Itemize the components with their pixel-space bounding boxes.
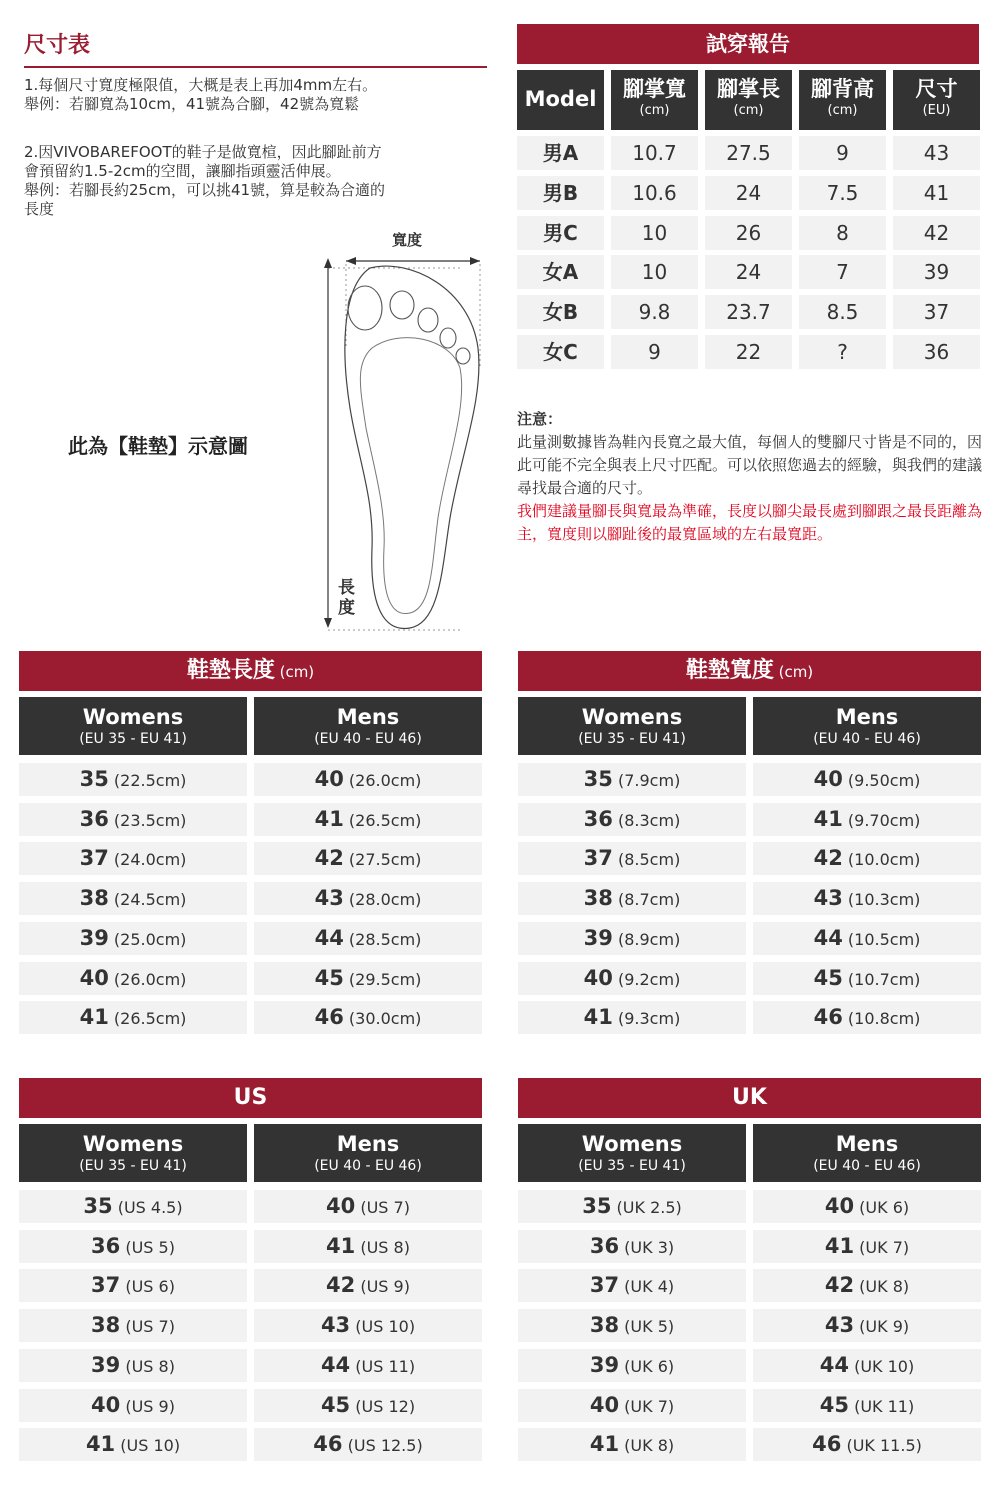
trial-value-cell: 8.5 xyxy=(799,295,886,329)
mens-size-cell xyxy=(254,1389,482,1422)
column-header-label: Womens xyxy=(82,1132,184,1156)
eu-size: 38 xyxy=(583,886,613,911)
table-title-unit: (cm) xyxy=(274,663,315,681)
womens-size-cell xyxy=(19,1309,247,1342)
size-conversion: (UK 8) xyxy=(619,1436,675,1456)
eu-size: 36 xyxy=(583,806,613,831)
eu-size: 41 xyxy=(813,806,843,831)
trial-model-cell: 女C xyxy=(517,335,604,369)
womens-size-cell xyxy=(518,1269,746,1302)
trial-value-cell: 24 xyxy=(705,255,792,289)
table-title-text: 鞋墊長度 xyxy=(186,658,275,683)
size-conversion: (US 8) xyxy=(355,1237,410,1257)
size-conversion: (UK 2.5) xyxy=(611,1198,682,1217)
size-conversion: (8.3cm) xyxy=(612,810,681,830)
size-conversion: (8.5cm) xyxy=(612,850,681,870)
eu-size: 41 xyxy=(314,806,344,831)
womens-size-cell xyxy=(518,803,746,836)
eu-size: 42 xyxy=(813,846,843,871)
length-label-line-2: 度 xyxy=(338,598,355,618)
womens-size-cell xyxy=(518,1309,746,1342)
trial-header-model: Model xyxy=(517,70,604,130)
womens-column-header xyxy=(19,1124,247,1182)
size-conversion: (10.5cm) xyxy=(842,929,921,949)
eu-size: 41 xyxy=(583,1005,613,1030)
mens-size-cell xyxy=(753,803,981,836)
size-conversion: (28.5cm) xyxy=(343,929,422,949)
trial-value-cell: 23.7 xyxy=(705,295,792,329)
mens-column-header xyxy=(753,1124,981,1182)
eu-size: 38 xyxy=(79,886,109,911)
eu-size: 35 xyxy=(83,1194,113,1218)
eu-size: 46 xyxy=(812,1432,842,1457)
womens-size-cell xyxy=(518,1428,746,1461)
trial-model-cell: 男A xyxy=(517,136,604,170)
trial-value-cell: ? xyxy=(799,335,886,369)
trial-value-cell: 24 xyxy=(705,176,792,210)
column-header-label: Mens xyxy=(835,1132,899,1156)
eu-size: 46 xyxy=(813,1005,843,1030)
trial-value-cell: 9 xyxy=(799,136,886,170)
trial-header-foot-length: 腳掌長 (cm) xyxy=(705,70,792,130)
eu-size: 37 xyxy=(589,1273,620,1298)
trial-value-cell: 10.6 xyxy=(611,176,698,210)
trial-value-cell: 8 xyxy=(799,216,886,250)
trial-header-instep-height: 腳背高 (cm) xyxy=(799,70,886,130)
eu-size: 35 xyxy=(79,767,109,791)
size-conversion: (9.50cm) xyxy=(842,771,921,790)
mens-size-cell xyxy=(753,1269,981,1302)
mens-size-cell xyxy=(254,1269,482,1302)
mens-size-cell xyxy=(254,763,482,796)
size-conversion: (24.5cm) xyxy=(108,890,187,910)
size-conversion: (26.5cm) xyxy=(108,1009,187,1029)
column-header-range: (EU 40 - EU 46) xyxy=(314,1158,422,1174)
eu-size: 42 xyxy=(824,1273,855,1298)
eu-size: 45 xyxy=(314,965,344,990)
size-conversion: (22.5cm) xyxy=(108,771,187,790)
size-conversion: (26.0cm) xyxy=(343,771,422,790)
size-conversion: (8.9cm) xyxy=(612,929,681,949)
size-conversion: (UK 11.5) xyxy=(841,1436,922,1456)
size-conversion: (26.5cm) xyxy=(343,810,422,830)
mens-size-cell xyxy=(753,763,981,796)
trial-value-cell: 7 xyxy=(799,255,886,289)
length-label xyxy=(338,578,355,618)
trial-value-cell: 39 xyxy=(893,255,980,289)
eu-size: 42 xyxy=(326,1273,356,1298)
mens-size-cell xyxy=(753,962,981,995)
size-conversion: (9.3cm) xyxy=(612,1009,681,1029)
womens-size-cell xyxy=(19,962,247,995)
eu-size: 37 xyxy=(79,846,109,871)
notice-highlight: 我們建議量腳長與寬最為準確，長度以腳尖最長處到腳跟之最長距離為主，寬度則以腳趾後的最寬區域的左右最寬距。 xyxy=(517,502,983,543)
eu-size: 45 xyxy=(813,965,843,990)
title-divider xyxy=(24,66,487,68)
size-conversion: (US 10) xyxy=(350,1317,416,1337)
mens-size-cell xyxy=(753,1389,981,1422)
eu-size: 40 xyxy=(824,1194,855,1218)
width-label: 寬度 xyxy=(392,231,423,249)
mens-size-cell xyxy=(254,1428,482,1461)
size-conversion: (10.7cm) xyxy=(842,969,921,989)
size-conversion: (24.0cm) xyxy=(108,850,187,870)
column-header-label: Womens xyxy=(581,1132,683,1156)
mens-size-cell xyxy=(254,1309,482,1342)
size-conversion: (UK 6) xyxy=(854,1198,910,1217)
eu-size: 40 xyxy=(589,1392,620,1417)
column-header-range: (EU 35 - EU 41) xyxy=(578,731,686,747)
mens-size-cell xyxy=(254,842,482,875)
size-conversion: (US 7) xyxy=(355,1198,410,1217)
eu-size: 35 xyxy=(582,1194,612,1218)
eu-size: 40 xyxy=(314,767,344,791)
trial-value-cell: 10 xyxy=(611,255,698,289)
column-header-label: Mens xyxy=(336,705,400,729)
insole-length-table-title xyxy=(19,651,482,691)
womens-size-cell xyxy=(19,882,247,915)
mens-column-header xyxy=(254,1124,482,1182)
notice-label: 注意： xyxy=(517,410,563,428)
womens-size-cell xyxy=(19,803,247,836)
column-header-range: (EU 35 - EU 41) xyxy=(79,731,187,747)
size-conversion: (UK 10) xyxy=(849,1356,915,1376)
size-conversion: (10.0cm) xyxy=(842,850,921,870)
size-conversion: (25.0cm) xyxy=(108,929,187,949)
mens-size-cell xyxy=(254,803,482,836)
size-conversion: (US 4.5) xyxy=(112,1198,183,1217)
eu-size: 41 xyxy=(589,1432,620,1457)
size-conversion: (UK 7) xyxy=(619,1396,675,1416)
womens-size-cell xyxy=(19,842,247,875)
mens-size-cell xyxy=(254,1190,482,1223)
eu-size: 40 xyxy=(813,767,843,791)
size-conversion: (9.70cm) xyxy=(842,810,921,830)
mens-size-cell xyxy=(753,1309,981,1342)
eu-size: 44 xyxy=(813,925,843,950)
size-conversion: (US 10) xyxy=(115,1436,181,1456)
notice-text: 此量測數據皆為鞋內長寬之最大值，每個人的雙腳尺寸皆是不同的，因此可能不完全與表上尺寸匹配。可以依照您過去的經驗，與我們的建議尋找最合適的尺寸。 xyxy=(517,433,983,497)
womens-size-cell xyxy=(19,1190,247,1223)
eu-size: 43 xyxy=(320,1313,351,1338)
womens-size-cell xyxy=(518,1349,746,1382)
eu-size: 39 xyxy=(91,1352,121,1377)
size-conversion: (US 7) xyxy=(120,1317,175,1337)
size-conversion: (26.0cm) xyxy=(108,969,187,989)
eu-size: 40 xyxy=(91,1392,121,1417)
size-conversion: (UK 4) xyxy=(619,1277,675,1297)
column-header-label: Womens xyxy=(82,705,184,729)
column-header-range: (EU 35 - EU 41) xyxy=(79,1158,187,1174)
size-conversion: (29.5cm) xyxy=(343,969,422,989)
column-header-label: Mens xyxy=(336,1132,400,1156)
eu-size: 36 xyxy=(91,1233,121,1258)
column-header-range: (EU 40 - EU 46) xyxy=(314,731,422,747)
eu-size: 45 xyxy=(320,1392,351,1417)
mens-size-cell xyxy=(753,922,981,955)
size-conversion: (US 6) xyxy=(120,1277,175,1297)
us-size-table-title xyxy=(19,1078,482,1118)
uk-size-table-title xyxy=(518,1078,981,1118)
trial-value-cell: 36 xyxy=(893,335,980,369)
mens-size-cell xyxy=(254,882,482,915)
mens-size-cell xyxy=(753,842,981,875)
trial-value-cell: 43 xyxy=(893,136,980,170)
trial-model-cell: 女A xyxy=(517,255,604,289)
table-title-text: 鞋墊寬度 xyxy=(685,658,774,683)
insole-width-table-title xyxy=(518,651,981,691)
mens-size-cell xyxy=(753,882,981,915)
size-conversion: (30.0cm) xyxy=(343,1009,422,1029)
table-title-unit: (cm) xyxy=(773,663,814,681)
eu-size: 42 xyxy=(314,846,344,871)
size-conversion: (UK 3) xyxy=(619,1237,675,1257)
womens-column-header xyxy=(19,697,247,755)
womens-size-cell xyxy=(518,1001,746,1034)
womens-size-cell xyxy=(19,763,247,796)
mens-size-cell xyxy=(753,1349,981,1382)
mens-size-cell xyxy=(753,1428,981,1461)
trial-model-cell: 女B xyxy=(517,295,604,329)
mens-column-header xyxy=(753,697,981,755)
size-conversion: (10.3cm) xyxy=(842,890,921,910)
size-conversion: (UK 6) xyxy=(619,1356,675,1376)
size-note-1: 1.每個尺寸寬度極限值，大概是表上再加4mm左右。 舉例：若腳寬為10cm，41號為合腳，42號為寬鬆 xyxy=(24,76,378,113)
eu-size: 39 xyxy=(583,925,613,950)
trial-value-cell: 42 xyxy=(893,216,980,250)
size-conversion: (UK 5) xyxy=(619,1317,675,1337)
size-conversion: (US 12) xyxy=(350,1396,416,1416)
eu-size: 40 xyxy=(326,1194,356,1218)
eu-size: 41 xyxy=(79,1005,109,1030)
trial-value-cell: 26 xyxy=(705,216,792,250)
eu-size: 37 xyxy=(91,1273,121,1298)
eu-size: 38 xyxy=(91,1313,121,1338)
womens-size-cell xyxy=(19,1230,247,1263)
size-note-2: 2.因VIVOBAREFOOT的鞋子是做寬楦，因此腳趾前方 會預留約1.5-2cm的空間，讓腳指頭靈活伸展。 舉例：若腳長約25cm，可以挑41號，算是較為合適的 長度 xyxy=(24,143,386,218)
eu-size: 39 xyxy=(79,925,109,950)
size-conversion: (27.5cm) xyxy=(343,850,422,870)
size-conversion: (UK 8) xyxy=(854,1277,910,1297)
eu-size: 39 xyxy=(589,1352,620,1377)
eu-size: 43 xyxy=(813,886,843,911)
size-conversion: (9.2cm) xyxy=(612,969,681,989)
size-conversion: (23.5cm) xyxy=(108,810,187,830)
trial-header-foot-width: 腳掌寬 (cm) xyxy=(611,70,698,130)
size-conversion: (UK 7) xyxy=(854,1237,910,1257)
size-conversion: (UK 9) xyxy=(854,1317,910,1337)
womens-size-cell xyxy=(19,1001,247,1034)
size-conversion: (28.0cm) xyxy=(343,890,422,910)
eu-size: 44 xyxy=(320,1352,351,1377)
size-conversion: (10.8cm) xyxy=(842,1009,921,1029)
mens-size-cell xyxy=(753,1190,981,1223)
eu-size: 46 xyxy=(313,1432,343,1457)
column-header-label: Womens xyxy=(581,705,683,729)
mens-size-cell xyxy=(254,1349,482,1382)
eu-size: 46 xyxy=(314,1005,344,1030)
womens-column-header xyxy=(518,1124,746,1182)
eu-size: 44 xyxy=(819,1352,849,1377)
mens-size-cell xyxy=(254,1001,482,1034)
eu-size: 36 xyxy=(79,806,109,831)
womens-size-cell xyxy=(19,1428,247,1461)
mens-size-cell xyxy=(753,1230,981,1263)
table-title-text: US xyxy=(233,1085,268,1110)
column-header-range: (EU 35 - EU 41) xyxy=(578,1158,686,1174)
eu-size: 38 xyxy=(589,1313,620,1338)
trial-value-cell: 9.8 xyxy=(611,295,698,329)
eu-size: 37 xyxy=(583,846,613,871)
eu-size: 41 xyxy=(85,1432,116,1457)
size-conversion: (7.9cm) xyxy=(612,771,681,790)
trial-value-cell: 22 xyxy=(705,335,792,369)
womens-size-cell xyxy=(518,1190,746,1223)
size-conversion: (8.7cm) xyxy=(612,890,681,910)
trial-value-cell: 10.7 xyxy=(611,136,698,170)
womens-size-cell xyxy=(518,842,746,875)
womens-size-cell xyxy=(518,882,746,915)
size-chart-title: 尺寸表 xyxy=(24,33,91,58)
womens-size-cell xyxy=(518,1230,746,1263)
column-header-label: Mens xyxy=(835,705,899,729)
trial-value-cell: 41 xyxy=(893,176,980,210)
womens-size-cell xyxy=(19,1389,247,1422)
notice-block xyxy=(517,408,987,546)
womens-size-cell xyxy=(518,922,746,955)
size-conversion: (US 9) xyxy=(120,1396,175,1416)
trial-value-cell: 9 xyxy=(611,335,698,369)
eu-size: 45 xyxy=(819,1392,849,1417)
womens-size-cell xyxy=(19,1349,247,1382)
eu-size: 36 xyxy=(589,1233,620,1258)
eu-size: 40 xyxy=(79,965,109,990)
size-conversion: (US 9) xyxy=(355,1277,410,1297)
mens-size-cell xyxy=(254,962,482,995)
womens-size-cell xyxy=(518,1389,746,1422)
eu-size: 35 xyxy=(583,767,613,791)
trial-value-cell: 27.5 xyxy=(705,136,792,170)
size-conversion: (UK 11) xyxy=(849,1396,915,1416)
eu-size: 43 xyxy=(314,886,344,911)
womens-size-cell xyxy=(518,763,746,796)
column-header-range: (EU 40 - EU 46) xyxy=(813,1158,921,1174)
trial-model-cell: 男C xyxy=(517,216,604,250)
trial-header-size: 尺寸 (EU) xyxy=(893,70,980,130)
eu-size: 43 xyxy=(824,1313,855,1338)
trial-report-title: 試穿報告 xyxy=(517,24,979,64)
trial-model-cell: 男B xyxy=(517,176,604,210)
mens-size-cell xyxy=(753,1001,981,1034)
size-conversion: (US 12.5) xyxy=(342,1436,423,1456)
trial-value-cell: 37 xyxy=(893,295,980,329)
mens-size-cell xyxy=(254,1230,482,1263)
womens-column-header xyxy=(518,697,746,755)
size-conversion: (US 5) xyxy=(120,1237,175,1257)
womens-size-cell xyxy=(19,1269,247,1302)
insole-diagram xyxy=(310,228,490,642)
column-header-range: (EU 40 - EU 46) xyxy=(813,731,921,747)
eu-size: 41 xyxy=(326,1233,356,1258)
trial-value-cell: 10 xyxy=(611,216,698,250)
eu-size: 41 xyxy=(824,1233,855,1258)
insole-diagram-caption: 此為【鞋墊】示意圖 xyxy=(68,434,248,458)
size-conversion: (US 8) xyxy=(120,1356,175,1376)
mens-column-header xyxy=(254,697,482,755)
womens-size-cell xyxy=(19,922,247,955)
table-title-text: UK xyxy=(732,1085,767,1110)
eu-size: 44 xyxy=(314,925,344,950)
mens-size-cell xyxy=(254,922,482,955)
womens-size-cell xyxy=(518,962,746,995)
eu-size: 40 xyxy=(583,965,613,990)
trial-value-cell: 7.5 xyxy=(799,176,886,210)
size-conversion: (US 11) xyxy=(350,1356,416,1376)
length-label-line-1: 長 xyxy=(338,578,355,598)
